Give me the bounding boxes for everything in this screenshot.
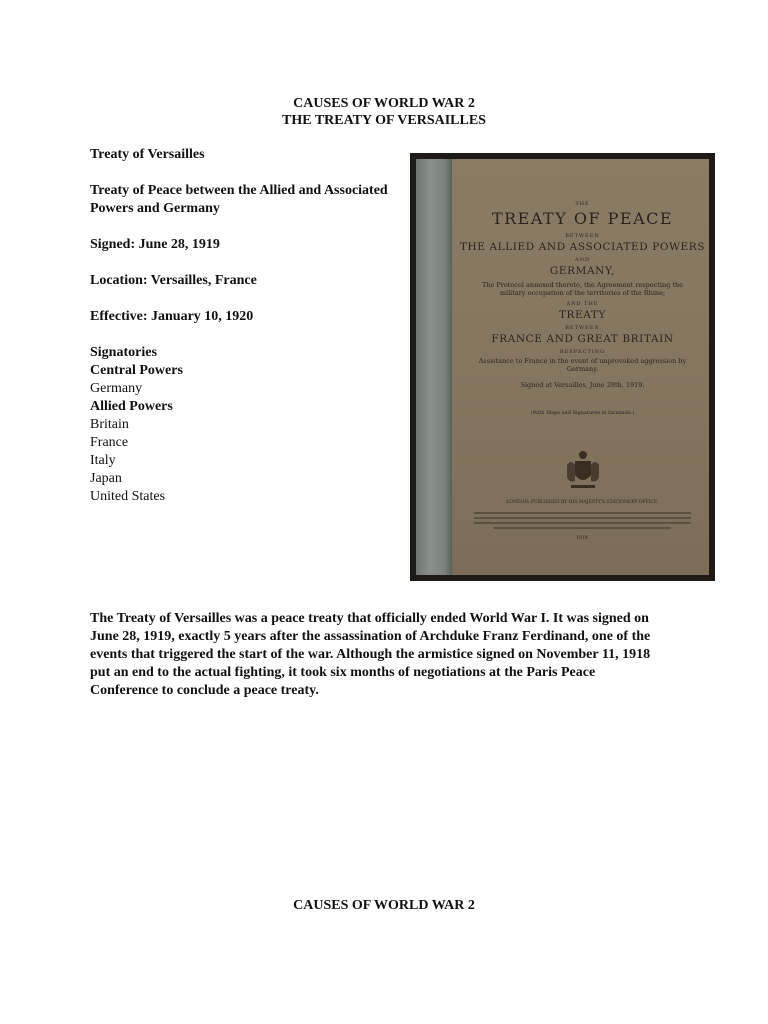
footer-heading: CAUSES OF WORLD WAR 2: [293, 898, 475, 913]
cover-respecting: RESPECTING: [559, 349, 606, 355]
treaty-facts: [90, 146, 390, 506]
body-paragraph: The Treaty of Versailles was a peace treaty that officially ended World War I. It was signed on June 28, 1919, exactly 5 years after the assassination of Archduke Franz Ferdinand, one of the events that triggered the start of the war. Although the armistice signed on November 11, 1918 put an end to the actual fighting, it took six months of negotiations at the Paris Peace Conference to conclude a peace treaty.: [90, 611, 651, 698]
cover-germany: GERMANY,: [549, 265, 616, 277]
allied-power-item: Italy: [90, 453, 116, 468]
book-spine: [416, 159, 452, 575]
cover-title: TREATY OF PEACE: [491, 209, 674, 228]
central-powers-heading: Central Powers: [90, 363, 183, 378]
cover-fine-print: [474, 509, 691, 532]
central-power-item: Germany: [90, 381, 143, 396]
book-cover: [416, 159, 709, 575]
cover-imprint: LONDON: PUBLISHED BY HIS MAJESTY'S STATIONERY OFFICE.: [506, 500, 659, 505]
cover-maps: (With Maps and Signatures in facsimile.): [530, 410, 635, 416]
cover-treaty: TREATY: [558, 309, 607, 321]
cover-between: BETWEEN: [565, 233, 600, 239]
title-line-2: THE TREATY OF VERSAILLES: [282, 113, 486, 128]
page-title: [0, 95, 768, 129]
cover-text: [456, 159, 709, 575]
treaty-name: Treaty of Versailles: [90, 147, 205, 162]
cover-protocol: The Protocol annexed thereto, the Agreement respecting the military occupation of the territories of the Rhine;: [481, 281, 684, 297]
treaty-long-name: Treaty of Peace between the Allied and Associated Powers and Germany: [90, 183, 388, 216]
cover-france-britain: FRANCE AND GREAT BRITAIN: [491, 333, 674, 345]
signed-date: Signed: June 28, 1919: [90, 237, 220, 252]
title-line-1: CAUSES OF WORLD WAR 2: [293, 96, 475, 111]
cover-signed: Signed at Versailles, June 28th, 1919.: [520, 381, 645, 389]
cover-year: 1919.: [576, 536, 589, 541]
cover-parties: THE ALLIED AND ASSOCIATED POWERS: [459, 241, 706, 253]
allied-power-item: United States: [90, 489, 166, 504]
cover-the: THE: [575, 201, 590, 207]
allied-powers-heading: Allied Powers: [90, 399, 173, 414]
effective-date: Effective: January 10, 1920: [90, 309, 254, 324]
royal-crest-icon: [563, 449, 603, 491]
location: Location: Versailles, France: [90, 273, 257, 288]
treaty-book-photo: [410, 153, 715, 581]
allied-power-item: France: [90, 435, 129, 450]
cover-and-the: AND THE: [566, 301, 599, 307]
cover-assistance: Assistance to France in the event of unprovoked aggression by Germany.: [478, 357, 687, 373]
signatories-heading: Signatories: [90, 345, 157, 360]
cover-and: AND: [575, 257, 590, 263]
allied-power-item: Britain: [90, 417, 129, 432]
cover-between-2: BETWEEN: [565, 325, 600, 331]
allied-power-item: Japan: [90, 471, 122, 486]
